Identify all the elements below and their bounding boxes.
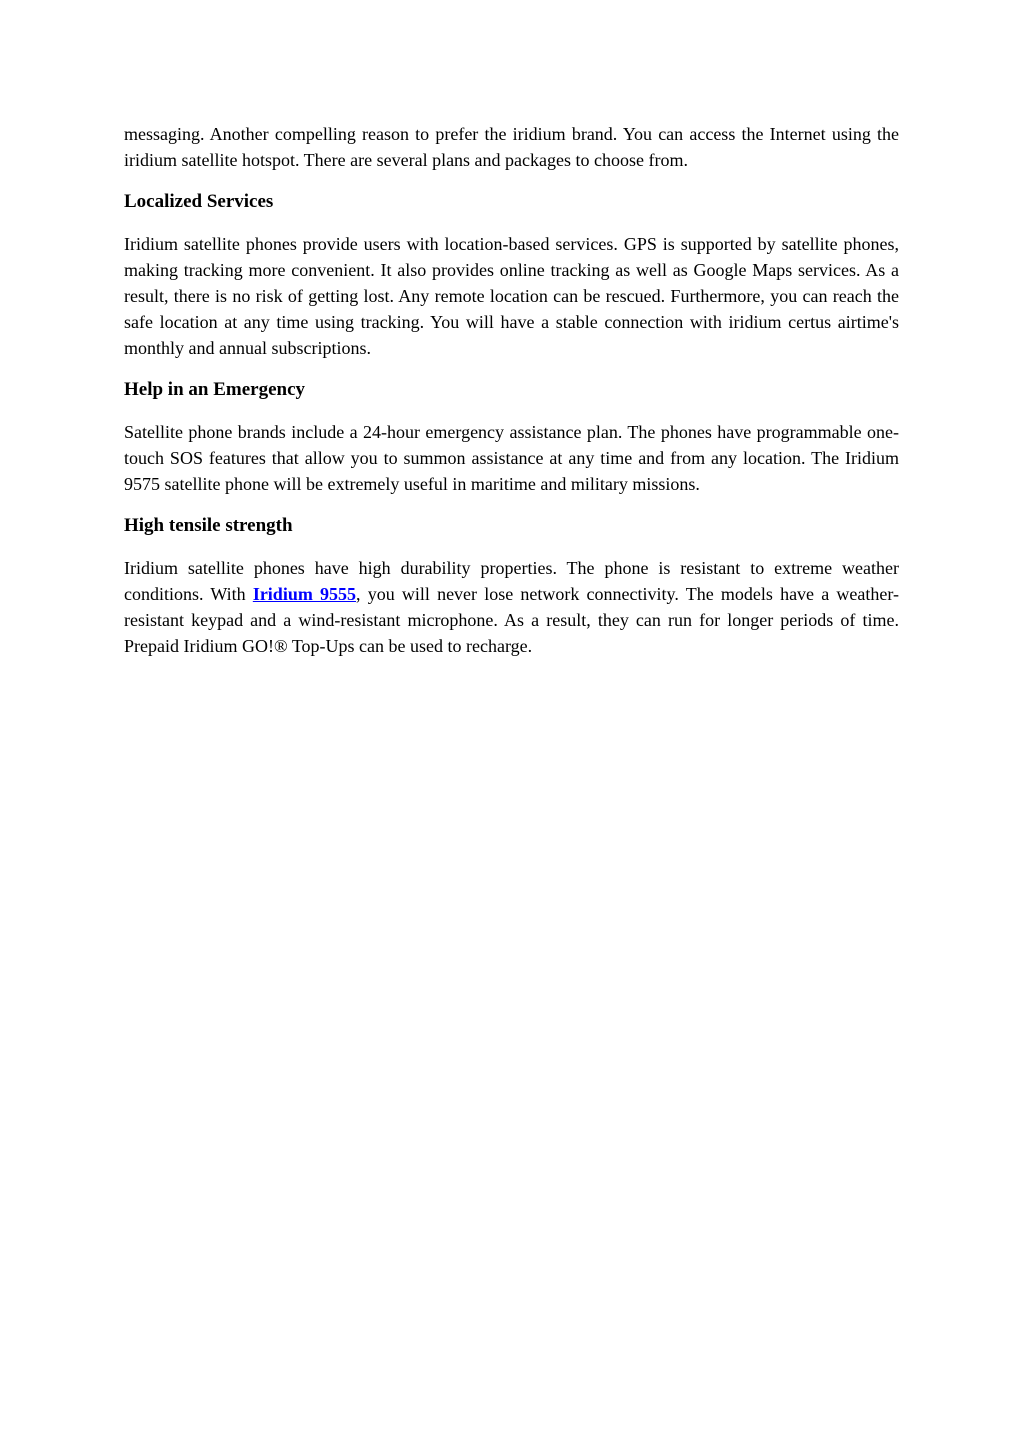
paragraph-text-before-link: Iridium satellite phones have high durability properties. The phone is resistant to extreme weather conditions. With [124,558,899,604]
paragraph-help-in-an-emergency: Satellite phone brands include a 24-hour emergency assistance plan. The phones have programmable one-touch SOS features that allow you to summon assistance at any time and from any location. The Iridium 9575 satellite phone will be extremely useful in maritime and military missions. [124,422,899,494]
paragraph-intro: messaging. Another compelling reason to prefer the iridium brand. You can access the Internet using the iridium satellite hotspot. There are several plans and packages to choose from. [124,124,899,170]
paragraph-high-tensile-strength [124,555,899,659]
section-heading-localized-services: Localized Services [124,191,274,212]
section-heading-help-in-an-emergency: Help in an Emergency [124,379,306,400]
iridium-9555-link[interactable]: Iridium 9555 [252,584,357,604]
section-heading-high-tensile-strength: High tensile strength [124,515,293,536]
paragraph-localized-services: Iridium satellite phones provide users with location-based services. GPS is supported by satellite phones, making tracking more convenient. It also provides online tracking as well as Google Maps services. As a result, there is no risk of getting lost. Any remote location can be rescued. Furthermore, you can reach the safe location at any time using tracking. You will have a stable connection with iridium certus airtime's monthly and annual subscriptions. [124,234,899,358]
paragraph-text-after-link: , you will never lose network connectivity. The models have a weather-resistant keypad and a wind-resistant microphone. As a result, they can run for longer periods of time. Prepaid Iridium GO!® Top-Ups can be used to recharge. [124,584,899,656]
